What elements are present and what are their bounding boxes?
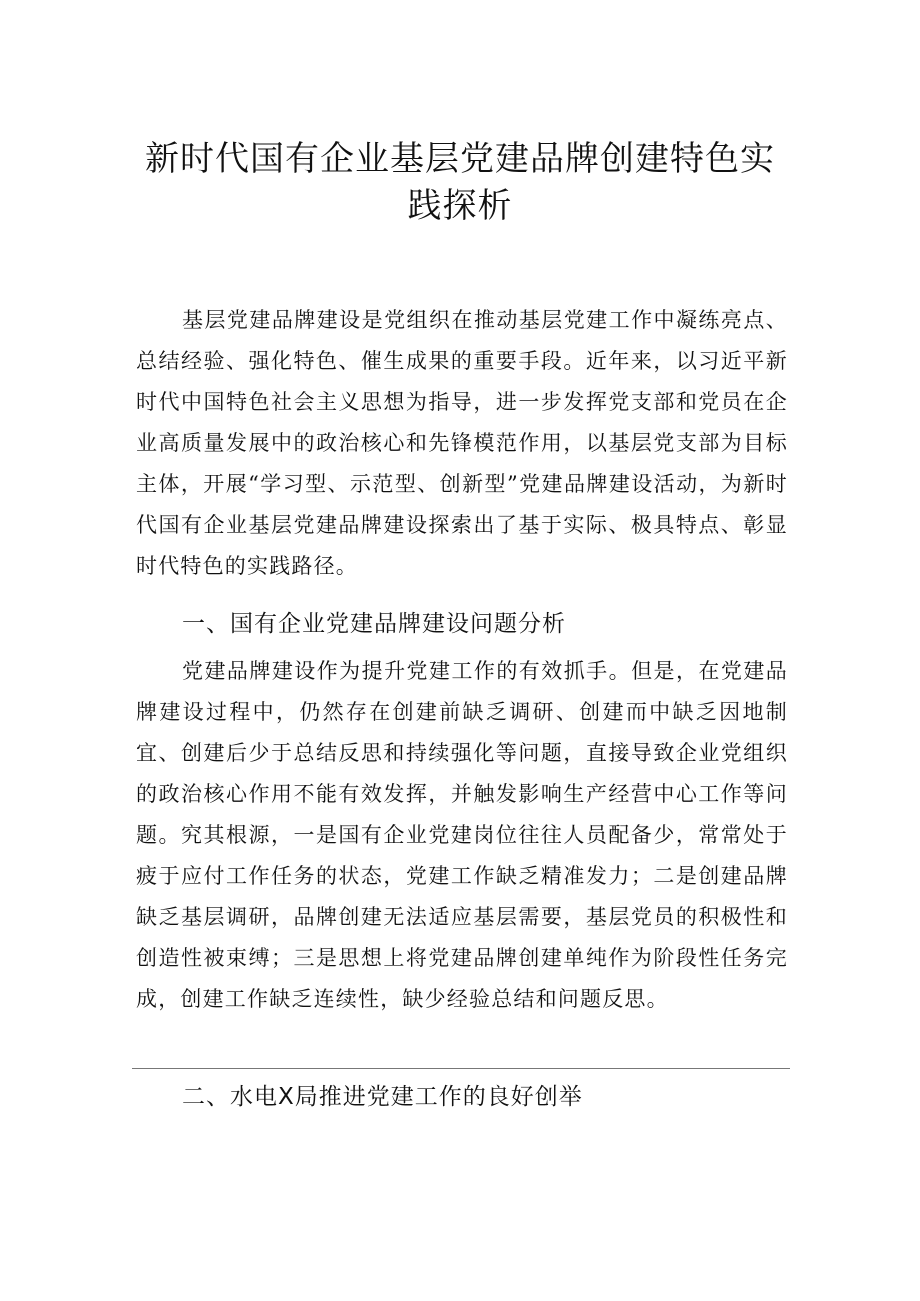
section-2-heading: 二、水电X局推进党建工作的良好创举 bbox=[182, 1084, 583, 1110]
document-title-line-2: 践探析 bbox=[407, 186, 513, 226]
section-1-paragraph: 党建品牌建设作为提升党建工作的有效抓手。但是，在党建品牌建设过程中，仍然存在创建前缺乏调研、创建而中缺乏因地制宜、创建后少于总结反思和持续强化等问题，直接导致企业党组织的政治核心作用不能有效发挥，并触发影响生产经营中心工作等问题。究其根源，一是国有企业党建岗位往往人员配备少，常常处于疲于应付工作任务的状态，党建工作缺乏精准发力；二是创建品牌缺乏基层调研，品牌创建无法适应基层需要，基层党员的积极性和创造性被束缚；三是思想上将党建品牌创建单纯作为阶段性任务完成，创建工作缺乏连续性，缺少经验总结和问题反思。 bbox=[136, 659, 788, 1011]
intro-paragraph: 基层党建品牌建设是党组织在推动基层党建工作中凝练亮点、总结经验、强化特色、催生成果的重要手段。近年来，以习近平新时代中国特色社会主义思想为指导，进一步发挥党支部和党员在企业高质量发展中的政治核心和先锋模范作用，以基层党支部为目标主体，开展“学习型、示范型、创新型”党建品牌建设活动，为新时代国有企业基层党建品牌建设探索出了基于实际、极具特点、彰显时代特色的实践路径。 bbox=[136, 308, 788, 578]
section-1-heading: 一、国有企业党建品牌建设问题分析 bbox=[182, 611, 566, 637]
page-divider bbox=[132, 1068, 790, 1069]
document-title-line-1: 新时代国有企业基层党建品牌创建特色实 bbox=[145, 139, 775, 179]
